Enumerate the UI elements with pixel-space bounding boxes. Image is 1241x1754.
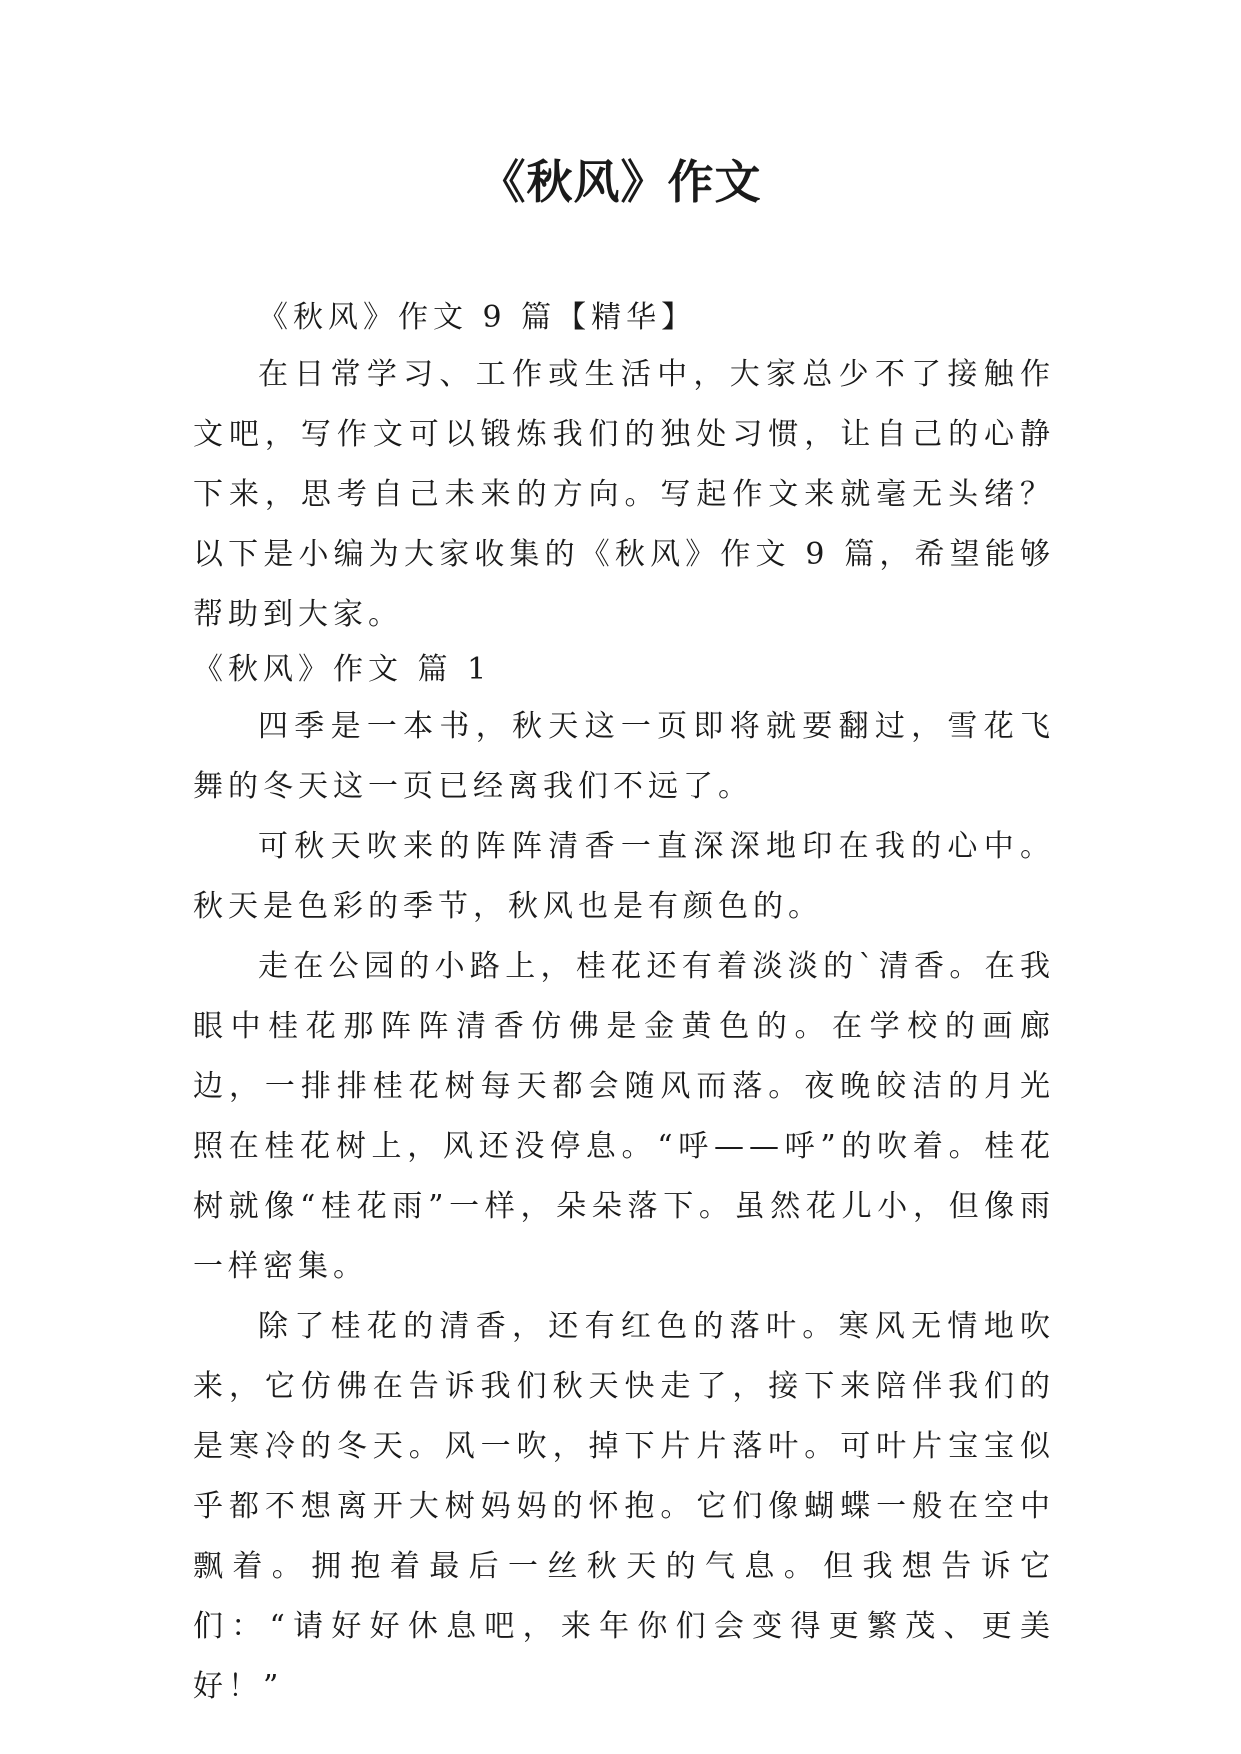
- document-title: 《秋风》作文: [479, 155, 762, 209]
- section-heading: 《秋风》作文 篇 1: [193, 652, 492, 687]
- essay-paragraph: 走在公园的小路上，桂花还有着淡淡的`清香。在我眼中桂花那阵阵清香仿佛是金黄色的。在学校的画廊边，一排排桂花树每天都会随风而落。夜晚皎洁的月光照在桂花树上，风还没停息。“呼——呼”的吹着。桂花树就像“桂花雨”一样，朵朵落下。虽然花儿小，但像雨一样密集。: [193, 949, 1055, 1284]
- essay-paragraph: 除了桂花的清香，还有红色的落叶。寒风无情地吹来，它仿佛在告诉我们秋天快走了，接下来陪伴我们的是寒冷的冬天。风一吹，掉下片片落叶。可叶片宝宝似乎都不想离开大树妈妈的怀抱。它们像蝴蝶一般在空中飘着。拥抱着最后一丝秋天的气息。但我想告诉它们：“请好好休息吧，来年你们会变得更繁茂、更美好！”: [193, 1309, 1055, 1704]
- intro-paragraph: 在日常学习、工作或生活中，大家总少不了接触作文吧，写作文可以锻炼我们的独处习惯，让自己的心静下来，思考自己未来的方向。写起作文来就毫无头绪？以下是小编为大家收集的《秋风》作文 9 篇，希望能够帮助到大家。: [193, 357, 1055, 632]
- essay-paragraph: 四季是一本书，秋天这一页即将就要翻过，雪花飞舞的冬天这一页已经离我们不远了。: [193, 709, 1055, 804]
- essay-body: [193, 697, 1055, 1717]
- document-subtitle: 《秋风》作文 9 篇【精华】: [258, 300, 697, 335]
- intro-block: [193, 345, 1055, 645]
- essay-paragraph: 可秋天吹来的阵阵清香一直深深地印在我的心中。秋天是色彩的季节，秋风也是有颜色的。: [193, 829, 1055, 924]
